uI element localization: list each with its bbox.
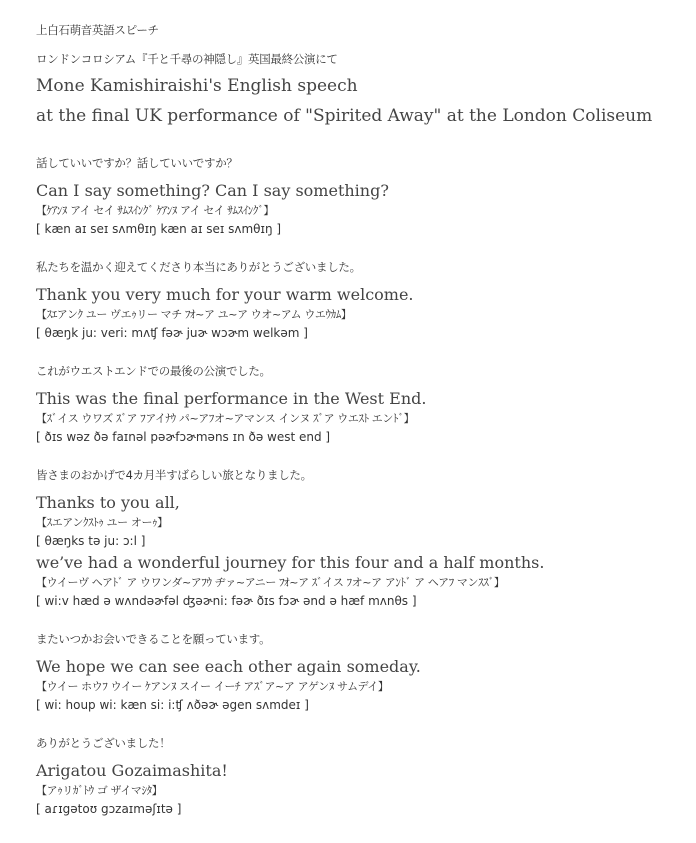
line-jp: 皆さまのおかげで4カ月半すばらしい旅となりました。 [36,468,312,482]
line-ipa: [ aɾɪgətoʊ gɔzaɪməʃɪtə ] [36,802,182,816]
line-jp: 話していいですか？話していいですか？ [36,156,238,170]
speech-line-6 [36,735,676,818]
speech-line-2 [36,259,676,342]
speech-line-4-continued [36,552,676,610]
line-jp: またいつかお会いできることを願っています。 [36,632,271,646]
line-ipa: [ wi: houp wi: kæn si: i:ʧ ʌðəɚ əgen sʌmdeɪ ] [36,698,309,712]
line-en: Arigatou Gozaimashita! [36,761,228,780]
line-kana-continued: 【ウイーヴ ヘアﾄﾞ ア ウワンダ~アﾌｳ ヂァ~アニー ﾌｵ~ア ｽﾞイス ﾌオ~ア アﾝﾄﾞ ア ヘアﾌ マンｽｽﾞ】 [36,576,505,589]
line-kana: 【ｽﾞイス ウワズ ｽﾞア ﾌアイﾅｳ パ~アﾌオ~アマンス インヌ ｽﾞア ウエｽﾄ エンﾄﾞ】 [36,412,415,425]
speech-line-5 [36,631,676,714]
line-en-continued: we’ve had a wonderful journey for this four and a half months. [36,553,545,572]
line-jp: ありがとうございました！ [36,736,171,750]
line-kana: 【ｽエアンｸｽﾄｩ ユー オーｩ】 [36,516,168,529]
line-ipa: [ ðɪs wəz ðə faɪnəl pəɚfɔɚməns ɪn ðə west end ] [36,430,331,444]
line-ipa: [ θæŋks tə ju: ɔ:l ] [36,534,146,548]
line-en: Thanks to you all, [36,493,180,512]
line-kana: 【ｹｱﾝﾇ アイ セイ ｻﾑｽｲﾝｸﾞ ｹｱﾝﾇ アイ セイ ｻﾑｽｲﾝｸﾞ】 [36,204,275,217]
line-en: Thank you very much for your warm welcome. [36,285,414,304]
line-en: This was the final performance in the West End. [36,389,427,408]
line-kana: 【ウイー ホウﾌ ウイー ｹアンﾇ スイー イーﾁ アｽﾞア~ア アゲンﾇ サムデイ】 [36,680,389,693]
line-en: Can I say something? Can I say something? [36,181,389,200]
line-ipa: [ θæŋk ju: veri: mʌʧ fəɚ juɚ wɔɚm welkəm ] [36,326,308,340]
line-ipa: [ kæn aɪ seɪ sʌmθɪŋ kæn aɪ seɪ sʌmθɪŋ ] [36,222,282,236]
speech-line-4 [36,467,676,610]
line-ipa-continued: [ wi:v hæd ə wʌndəɚfəl ʤəɚni: fəɚ ðɪs fɔɚ ənd ə hæf mʌnθs ] [36,594,417,608]
title-en: Mone Kamishiraishi's English speech [36,76,358,96]
line-en: We hope we can see each other again someday. [36,657,421,676]
line-kana: 【ｽｴアンｸ ユー ヴエｩリー マチ ﾌｵ~ア ユ~ア ウオ~アム ウエｳｶﾑ】 [36,308,352,321]
speech-document [36,22,676,818]
subtitle-en: at the final UK performance of "Spirited Away" at the London Coliseum [36,106,653,126]
speech-line-3 [36,363,676,446]
title-jp: 上白石萌音英語スピーチ [36,23,159,37]
speech-line-1 [36,155,676,238]
line-jp: 私たちを温かく迎えてくださり本当にありがとうございました。 [36,260,361,274]
subtitle-jp: ロンドンコロシアム『千と千尋の神隠し』英国最終公演にて [36,52,338,66]
line-jp: これがウエストエンドでの最後の公演でした。 [36,364,271,378]
line-kana: 【アｩリｶﾞﾄｳ ゴ ザイマｼﾀ】 [36,784,163,797]
